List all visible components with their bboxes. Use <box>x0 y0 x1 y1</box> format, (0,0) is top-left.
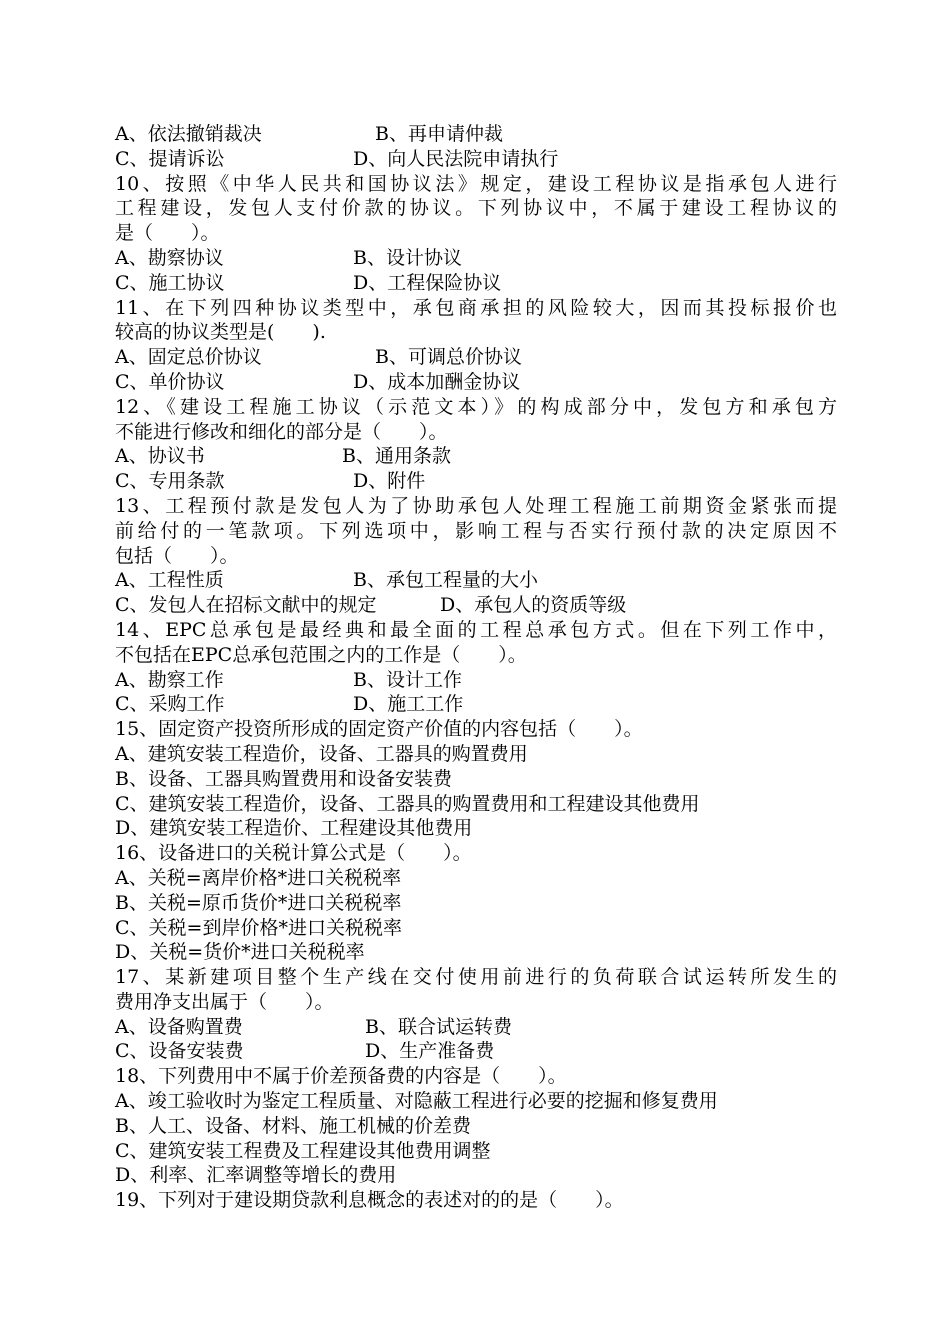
option-row <box>115 469 837 494</box>
option-left: A、设备购置费 <box>115 1015 243 1038</box>
text-line: A、竣工验收时为鉴定工程质量、对隐蔽工程进行必要的挖掘和修复费用 <box>115 1090 718 1113</box>
option-left: C、专用条款 <box>115 470 225 493</box>
option-right: D、向人民法院申请执行 <box>353 147 559 170</box>
option-row <box>115 147 837 172</box>
option-right: B、通用条款 <box>342 445 451 468</box>
text-line: C、建筑安装工程造价，设备、工器具的购置费用和工程建设其他费用 <box>115 792 700 815</box>
option-left: A、勘察工作 <box>115 668 224 691</box>
text-line: D、建筑安装工程造价、工程建设其他费用 <box>115 817 473 840</box>
text-line: 包括（ ）。 <box>115 544 239 567</box>
option-left: C、采购工作 <box>115 693 225 716</box>
option-right: D、承包人的资质等级 <box>440 594 627 617</box>
text-line: 15、固定资产投资所形成的固定资产价值的内容包括（ ）。 <box>115 718 643 741</box>
option-row <box>115 444 837 469</box>
text-line: D、关税=货价*进口关税税率 <box>115 941 365 964</box>
text-line: A、关税=离岸价格*进口关税税率 <box>115 866 402 889</box>
option-right: B、承包工程量的大小 <box>353 569 538 592</box>
text-line: B、关税=原币货价*进口关税税率 <box>115 891 402 914</box>
text-line: A、建筑安装工程造价，设备、工器具的购置费用 <box>115 742 528 765</box>
option-left: A、工程性质 <box>115 569 224 592</box>
text-line: 不能进行修改和细化的部分是（ ）。 <box>115 420 448 443</box>
option-right: D、附件 <box>353 470 426 493</box>
option-left: C、设备安装费 <box>115 1040 244 1063</box>
question-text-body <box>115 122 837 1213</box>
option-right: D、生产准备费 <box>365 1040 495 1063</box>
text-line: 10、按照《中华人民共和国协议法》规定，建设工程协议是指承包人进行 <box>115 172 837 195</box>
text-line: 是（ ）。 <box>115 222 220 245</box>
option-left: C、施工协议 <box>115 271 225 294</box>
text-line: 19、下列对于建设期贷款利息概念的表述对的的是（ ）。 <box>115 1189 624 1212</box>
option-right: B、设计协议 <box>353 246 462 269</box>
option-row <box>115 692 837 717</box>
option-right: D、工程保险协议 <box>353 271 502 294</box>
text-line: 12、《建设工程施工协议（示范文本）》的构成部分中，发包方和承包方 <box>115 395 837 418</box>
option-row <box>115 246 837 271</box>
text-line: 费用净支出属于（ ）。 <box>115 990 334 1013</box>
option-row <box>115 568 837 593</box>
text-line: 11、在下列四种协议类型中，承包商承担的风险较大，因而其投标报价也 <box>115 296 837 319</box>
option-left: C、发包人在招标文献中的规定 <box>115 594 377 617</box>
option-row <box>115 345 837 370</box>
option-left: A、协议书 <box>115 445 205 468</box>
option-left: C、单价协议 <box>115 370 225 393</box>
option-right: B、可调总价协议 <box>375 346 522 369</box>
option-left: C、提请诉讼 <box>115 147 225 170</box>
option-right: D、成本加酬金协议 <box>353 370 521 393</box>
option-left: A、固定总价协议 <box>115 346 262 369</box>
text-line: 17、某新建项目整个生产线在交付使用前进行的负荷联合试运转所发生的 <box>115 966 837 989</box>
option-row <box>115 122 837 147</box>
option-row <box>115 668 837 693</box>
text-line: 16、设备进口的关税计算公式是（ ）。 <box>115 842 472 865</box>
text-line: 18、下列费用中不属于价差预备费的内容是（ ）。 <box>115 1065 567 1088</box>
option-right: B、再申请仲裁 <box>375 123 503 145</box>
option-row <box>115 593 837 618</box>
option-row <box>115 1039 837 1064</box>
option-left: A、勘察协议 <box>115 246 224 269</box>
text-line: B、人工、设备、材料、施工机械的价差费 <box>115 1114 471 1137</box>
option-right: B、联合试运转费 <box>365 1015 512 1038</box>
text-line: 14、EPC总承包是最经典和最全面的工程总承包方式。但在下列工作中， <box>115 618 837 641</box>
option-row <box>115 1015 837 1040</box>
option-row <box>115 370 837 395</box>
text-line: D、利率、汇率调整等增长的费用 <box>115 1164 397 1187</box>
text-line: 不包括在EPC总承包范围之内的工作是（ ）。 <box>115 643 527 666</box>
option-left: A、依法撤销裁决 <box>115 123 262 145</box>
text-line: 较高的协议类型是( ). <box>115 321 326 344</box>
text-line: 工程建设，发包人支付价款的协议。下列协议中，不属于建设工程协议的 <box>115 197 837 220</box>
text-line: C、关税=到岸价格*进口关税税率 <box>115 916 402 939</box>
text-line: 13、工程预付款是发包人为了协助承包人处理工程施工前期资金紧张而提 <box>115 494 837 517</box>
text-line: C、建筑安装工程费及工程建设其他费用调整 <box>115 1139 491 1162</box>
option-right: D、施工工作 <box>353 693 464 716</box>
text-line: B、设备、工器具购置费用和设备安装费 <box>115 767 452 790</box>
option-right: B、设计工作 <box>353 668 462 691</box>
text-line: 前给付的一笔款项。下列选项中，影响工程与否实行预付款的决定原因不 <box>115 519 837 542</box>
option-row <box>115 271 837 296</box>
